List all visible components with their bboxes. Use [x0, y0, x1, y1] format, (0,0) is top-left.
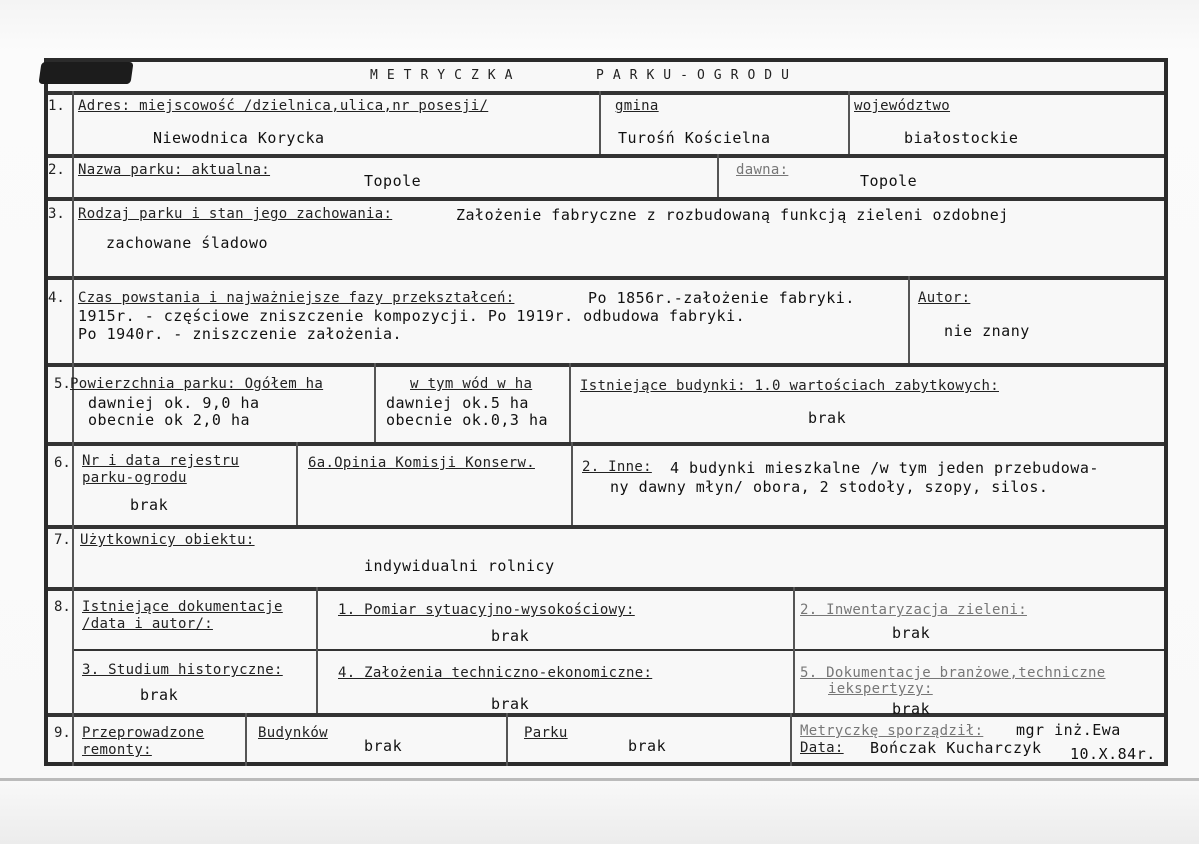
branch-docs-label-1: 5. Dokumentacje branżowe,techniczne — [800, 665, 1106, 681]
renovations-label-2: remonty: — [82, 742, 152, 758]
branch-docs-label-2: iekspertyzy: — [828, 681, 933, 697]
scan-artifact-line — [0, 778, 1199, 781]
buildings-value: brak — [808, 409, 847, 427]
former-name-value: Topole — [860, 172, 918, 190]
park-renovations-value: brak — [628, 737, 667, 755]
gmina-label: gmina — [615, 98, 659, 114]
history-study-label: 3. Studium historyczne: — [82, 662, 283, 678]
survey-label: 1. Pomiar sytuacyjno-wysokościowy: — [338, 602, 635, 618]
form-title-right: PARKU-OGRODU — [596, 68, 798, 83]
form-title-left: METRYCZKA — [370, 68, 522, 83]
col-divider — [316, 587, 318, 713]
park-renovations-label: Parku — [524, 725, 568, 741]
park-name-label: Nazwa parku: aktualna: — [78, 162, 271, 178]
users-label: Użytkownicy obiektu: — [80, 532, 255, 548]
gmina-value: Turośń Kościelna — [618, 129, 771, 147]
address-value: Niewodnica Korycka — [153, 129, 325, 147]
col-divider — [374, 363, 376, 442]
greenery-inventory-label: 2. Inwentaryzacja zieleni: — [800, 602, 1027, 618]
park-type-line1: Założenie fabryczne z rozbudowaną funkcją zieleni ozdobnej — [456, 206, 1009, 224]
section-number: 8. — [54, 599, 71, 615]
history-line3: Po 1940r. - zniszczenie założenia. — [78, 325, 403, 343]
section-number: 5. — [54, 376, 71, 392]
branch-docs-value: brak — [892, 700, 931, 718]
docs-label-2: /data i autor/: — [82, 616, 213, 632]
buildings-label: Istniejące budynki: 1.0 wartościach zabytkowych: — [580, 378, 999, 394]
row-divider — [48, 363, 1164, 367]
commission-opinion-label: 6a.Opinia Komisji Konserw. — [308, 455, 535, 471]
row-divider — [48, 154, 1164, 158]
docs-label-1: Istniejące dokumentacje — [82, 599, 283, 615]
col-divider — [569, 363, 571, 442]
row-divider — [48, 525, 1164, 529]
park-type-label: Rodzaj parku i stan jego zachowania: — [78, 206, 393, 222]
row-divider — [48, 197, 1164, 201]
col-divider — [793, 587, 795, 713]
other-buildings-label: 2. Inne: — [582, 459, 652, 475]
voivodeship-value: białostockie — [904, 129, 1019, 147]
row-divider — [48, 91, 1164, 95]
prepared-by-label: Metryczkę sporządził: — [800, 723, 984, 739]
number-column-divider — [72, 91, 74, 766]
col-divider — [790, 713, 792, 766]
col-divider — [908, 276, 910, 363]
section-number: 2. — [48, 162, 65, 178]
other-buildings-line2: ny dawny młyn/ obora, 2 stodoły, szopy, silos. — [610, 478, 1049, 496]
water-area-label: w tym wód w ha — [410, 376, 533, 392]
water-area-current: obecnie ok.0,3 ha — [386, 411, 549, 429]
author-value: nie znany — [944, 322, 1030, 340]
prepared-by-value: mgr inż.Ewa — [1016, 721, 1121, 739]
date-label: Data: — [800, 740, 844, 756]
history-label: Czas powstania i najważniejsze fazy przekształceń: — [78, 290, 515, 306]
col-divider — [599, 91, 601, 154]
survey-value: brak — [491, 627, 530, 645]
tech-econ-label: 4. Założenia techniczno-ekonomiczne: — [338, 665, 653, 681]
park-type-line2: zachowane śladowo — [106, 234, 269, 252]
register-label-2: parku-ogrodu — [82, 470, 187, 486]
col-divider — [245, 713, 247, 766]
former-name-label: dawna: — [736, 162, 789, 178]
history-line2: 1915r. - częściowe zniszczenie kompozycji. Po 1919r. odbudowa fabryki. — [78, 307, 746, 325]
author-name: Bończak Kucharczyk — [870, 739, 1042, 757]
author-label: Autor: — [918, 290, 971, 306]
history-line1: Po 1856r.-założenie fabryki. — [588, 289, 855, 307]
history-study-value: brak — [140, 686, 179, 704]
section-number: 7. — [54, 532, 71, 548]
section-number: 6. — [54, 455, 71, 471]
register-label-1: Nr i data rejestru — [82, 453, 240, 469]
col-divider — [296, 442, 298, 525]
park-record-form — [44, 58, 1168, 766]
other-buildings-line1: 4 budynki mieszkalne /w tym jeden przebudowa- — [670, 459, 1099, 477]
row-divider — [48, 276, 1164, 280]
voivodeship-label: województwo — [854, 98, 951, 114]
section-number: 4. — [48, 290, 65, 306]
row-divider — [48, 713, 1164, 717]
section-number: 9. — [54, 725, 71, 741]
area-current: obecnie ok 2,0 ha — [88, 411, 251, 429]
greenery-inventory-value: brak — [892, 624, 931, 642]
row-divider — [48, 587, 1164, 591]
area-former: dawniej ok. 9,0 ha — [88, 394, 260, 412]
prepared-date: 10.X.84r. — [1070, 745, 1156, 763]
buildings-renovations-label: Budynków — [258, 725, 328, 741]
col-divider — [506, 713, 508, 766]
section-number: 3. — [48, 206, 65, 222]
buildings-renovations-value: brak — [364, 737, 403, 755]
register-value: brak — [130, 496, 169, 514]
water-area-former: dawniej ok.5 ha — [386, 394, 529, 412]
tech-econ-value: brak — [491, 695, 530, 713]
col-divider — [571, 442, 573, 525]
section-number: 1. — [48, 98, 65, 114]
area-label: Powierzchnia parku: Ogółem ha — [70, 376, 324, 392]
redaction-mark — [38, 62, 133, 84]
renovations-label-1: Przeprowadzone — [82, 725, 205, 741]
col-divider — [717, 154, 719, 197]
row-divider — [72, 649, 1164, 651]
park-name-value: Topole — [364, 172, 422, 190]
row-divider — [48, 442, 1164, 446]
address-label: Adres: miejscowość /dzielnica,ulica,nr posesji/ — [78, 98, 489, 114]
col-divider — [848, 91, 850, 154]
users-value: indywidualni rolnicy — [364, 557, 555, 575]
